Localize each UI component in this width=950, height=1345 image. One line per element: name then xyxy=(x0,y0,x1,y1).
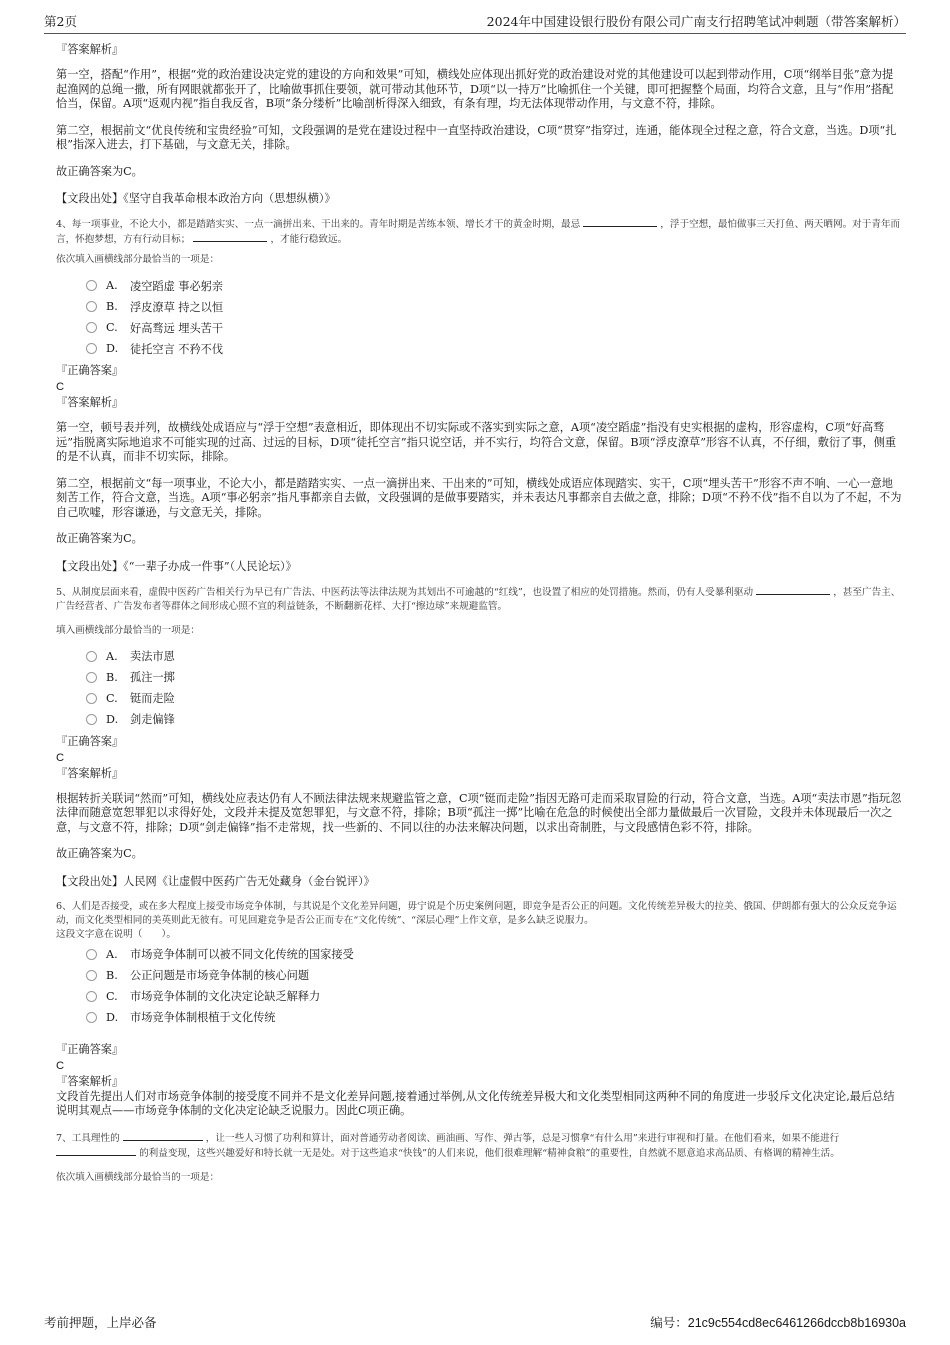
correct-answer: C xyxy=(56,751,65,764)
correct-answer: C xyxy=(56,1059,65,1072)
question-instruction: 依次填入画横线部分最恰当的一项是： xyxy=(56,1171,220,1183)
option-b[interactable]: B. 孤注一掷 xyxy=(56,667,902,688)
source-citation: 【文段出处】《坚守自我革命根本政治方向（思想纵横）》 xyxy=(56,192,336,205)
radio-icon[interactable] xyxy=(86,1012,97,1023)
page-number: 第2页 xyxy=(44,14,77,29)
footer-slogan: 考前押题，上岸必备 xyxy=(44,1315,157,1330)
source-citation: 【文段出处】《“一辈子办成一件事”（人民论坛）》 xyxy=(56,559,297,573)
analysis-label: 『答案解析』 xyxy=(56,396,124,409)
fill-blank xyxy=(583,217,657,227)
analysis-paragraph: 文段首先提出人们对市场竞争体制的接受度不同并不是文化差异问题,接着通过举例,从文化传统差异极大和文化类型相同这两种不同的角度进一步驳斥文化决定论,最后总结说明其观点——市场竞争体制的文化决定论缺乏说服力。因此C项正确。 xyxy=(56,1089,895,1117)
analysis-label: 『答案解析』 xyxy=(56,1074,124,1088)
question-stem: 6、人们是否接受，或在多大程度上接受市场竞争体制，与其说是个文化差异问题，毋宁说是个历史案例问题，即竞争是否公正的问题。文化传统差异极大的拉美、俄国、伊朗都有强大的公众反竞争运动，而文化类型相同的美英则此无彼有。可见回避竞争是否公正而专在“文化传统”、“深层心理”上作文章，是多么缺乏说服力。 xyxy=(56,900,897,926)
correct-answer-label: 『正确答案』 xyxy=(56,1042,124,1056)
question-4 xyxy=(56,217,902,575)
conclusion: 故正确答案为C。 xyxy=(56,164,143,178)
fill-blank xyxy=(56,1146,136,1156)
analysis-paragraph: 第二空，根据前文“每一项事业，不论大小，都是踏踏实实、一点一滴拼出来、干出来的”可知，横线处成语应体现踏实、实干，C项“埋头苦干”形容不声不响、一心一意地刻苦工作，符合文意，当选。A项“事必躬亲”指凡事都亲自去做，文段强调的是做事要踏实，并未表达凡事都亲自去做之意，排除；D项“不矜不伐”指不自以为了不起，不为自己吹嘘，形容谦逊，与文意无关，排除。 xyxy=(56,476,902,519)
page-header xyxy=(44,10,906,34)
analysis-paragraph: 根据转折关联词“然而”可知，横线处应表达仍有人不顾法律法规来规避监管之意，C项“铤而走险”指因无路可走而采取冒险的行动，符合文意，当选。A项“卖法市恩”指玩忽法律而随意宽恕罪犯以求得好处，文段并未提及宽恕罪犯，与文意不符，排除；B项“孤注一掷”比喻在危急的时候使出全部力量做最后一次冒险，文段并未体现最后一次之意，与文意不符，排除；D项“剑走偏锋”指不走常规，找一些新的、不同以往的办法来解决问题，以求出奇制胜，与文段感情色彩不符，排除。 xyxy=(56,791,902,834)
radio-icon[interactable] xyxy=(86,343,97,354)
fill-blank xyxy=(756,585,830,595)
option-c[interactable]: C. 市场竞争体制的文化决定论缺乏解释力 xyxy=(56,986,902,1007)
option-a[interactable]: A. 卖法市恩 xyxy=(56,646,902,667)
question-stem: 5、从制度层面来看，虚假中医药广告相关行为早已有广告法、中医药法等法律法规为其划出不可逾越的“红线”，也设置了相应的处罚措施。然而，仍有人受暴利驱动 ，甚至广告主、广告经营者、广告发布者等群体之间形成心照不宣的利益链条，不断翻新花样、大打“擦边球”来规避监管。 xyxy=(56,586,901,612)
option-b[interactable]: B. 公正问题是市场竞争体制的核心问题 xyxy=(56,965,902,986)
option-d[interactable]: D. 市场竞争体制根植于文化传统 xyxy=(56,1007,902,1028)
options-list xyxy=(56,646,902,730)
radio-icon[interactable] xyxy=(86,970,97,981)
option-d[interactable]: D. 剑走偏锋 xyxy=(56,709,902,730)
question-7 xyxy=(56,1131,902,1185)
radio-icon[interactable] xyxy=(86,672,97,683)
page-content xyxy=(56,42,902,1185)
options-list xyxy=(56,944,902,1028)
document-title: 2024年中国建设银行股份有限公司广南支行招聘笔试冲刺题（带答案解析） xyxy=(486,14,906,29)
option-a[interactable]: A. 凌空蹈虚 事必躬亲 xyxy=(56,275,902,296)
radio-icon[interactable] xyxy=(86,693,97,704)
conclusion: 故正确答案为C。 xyxy=(56,847,143,860)
options-list xyxy=(56,275,902,359)
correct-answer-label: 『正确答案』 xyxy=(56,364,124,377)
radio-icon[interactable] xyxy=(86,322,97,333)
radio-icon[interactable] xyxy=(86,949,97,960)
source-citation: 【文段出处】人民网《让虚假中医药广告无处藏身（金台锐评）》 xyxy=(56,874,375,888)
option-c[interactable]: C. 好高骛远 埋头苦干 xyxy=(56,317,902,338)
question-instruction: 依次填入画横线部分最恰当的一项是： xyxy=(56,254,220,265)
question-instruction: 填入画横线部分最恰当的一项是： xyxy=(56,624,200,636)
radio-icon[interactable] xyxy=(86,714,97,725)
question-stem: 7、工具理性的 ，让一些人习惯了功利和算计，面对普通劳动者阅读、画油画、写作、弹古筝，总是习惯拿“有什么用”来进行审视和打量。在他们看来，如果不能进行 的利益变现，这些兴趣爱好和特长就一无是处。对于这些追求“快钱”的人们来说，他们很难理解“精神食粮”的重要性，自然就不愿意追求高品质、有格调的精神生活。 xyxy=(56,1132,840,1159)
radio-icon[interactable] xyxy=(86,651,97,662)
option-c[interactable]: C. 铤而走险 xyxy=(56,688,902,709)
radio-icon[interactable] xyxy=(86,301,97,312)
option-b[interactable]: B. 浮皮潦草 持之以恒 xyxy=(56,296,902,317)
analysis-label: 『答案解析』 xyxy=(56,766,124,780)
question-5 xyxy=(56,585,902,890)
correct-answer: C xyxy=(56,381,65,393)
radio-icon[interactable] xyxy=(86,280,97,291)
fill-blank xyxy=(193,232,267,242)
analysis-paragraph: 第一空，顿号表并列，故横线处成语应与“浮于空想”表意相近，即体现出不切实际或不落实到实际之意，A项“凌空蹈虚”指没有史实根据的虚构，形容虚构，C项“好高骛远”指脱离实际地追求不可能实现的过高、过远的目标，D项“徒托空言”指只说空话，并不实行，均符合文意，保留。B项“浮皮潦草”形容不认真，不仔细，敷衍了事，侧重的是不认真，而非不切实际，排除。 xyxy=(56,421,897,463)
analysis-paragraph: 第一空，搭配“作用”，根据“党的政治建设决定党的建设的方向和效果”可知，横线处应体现出抓好党的政治建设对党的其他建设可以起到带动作用，C项“纲举目张”意为提起渔网的总绳一撒，所有网眼就都张开了，比喻做事抓住要领，就可带动其他环节，D项“以一持万”比喻抓住一个关键，即可把握整个局面，均符合文意，且与“作用”搭配恰当，保留。A项“返观内视”指自我反省，B项“条分缕析”比喻剖析得深入细致，有条有理，均无法体现带动作用，与文意不符，排除。 xyxy=(56,68,894,110)
option-a[interactable]: A. 市场竞争体制可以被不同文化传统的国家接受 xyxy=(56,944,902,965)
question-6 xyxy=(56,900,902,1119)
fill-blank xyxy=(123,1131,203,1141)
analysis-label: 『答案解析』 xyxy=(56,43,124,56)
analysis-paragraph: 第二空，根据前文“优良传统和宝贵经验”可知，文段强调的是党在建设过程中一直坚持政治建设，C项“贯穿”指穿过，连通，能体现全过程之意，符合文意，当选。D项“扎根”指深入进去，打下基础，与文意无关，排除。 xyxy=(56,123,897,151)
radio-icon[interactable] xyxy=(86,991,97,1002)
correct-answer-label: 『正确答案』 xyxy=(56,734,124,748)
page-footer xyxy=(44,1313,906,1331)
conclusion: 故正确答案为C。 xyxy=(56,532,143,545)
question-prompt: 这段文字意在说明（ ）。 xyxy=(56,928,176,940)
document-code: 编号：21c9c554cd8ec6461266dccb8b16930a xyxy=(650,1316,906,1330)
option-d[interactable]: D. 徒托空言 不矜不伐 xyxy=(56,338,902,359)
question-stem: 4、每一项事业，不论大小，都是踏踏实实、一点一滴拼出来、干出来的。青年时期是苦练本领、增长才干的黄金时期，最忌 ，浮于空想，最怕做事三天打鱼、两天晒网。对于青年而言，怀抱梦想，方有行动目标； ，才能行稳致远。 xyxy=(56,219,901,245)
question-3-tail xyxy=(56,42,902,207)
